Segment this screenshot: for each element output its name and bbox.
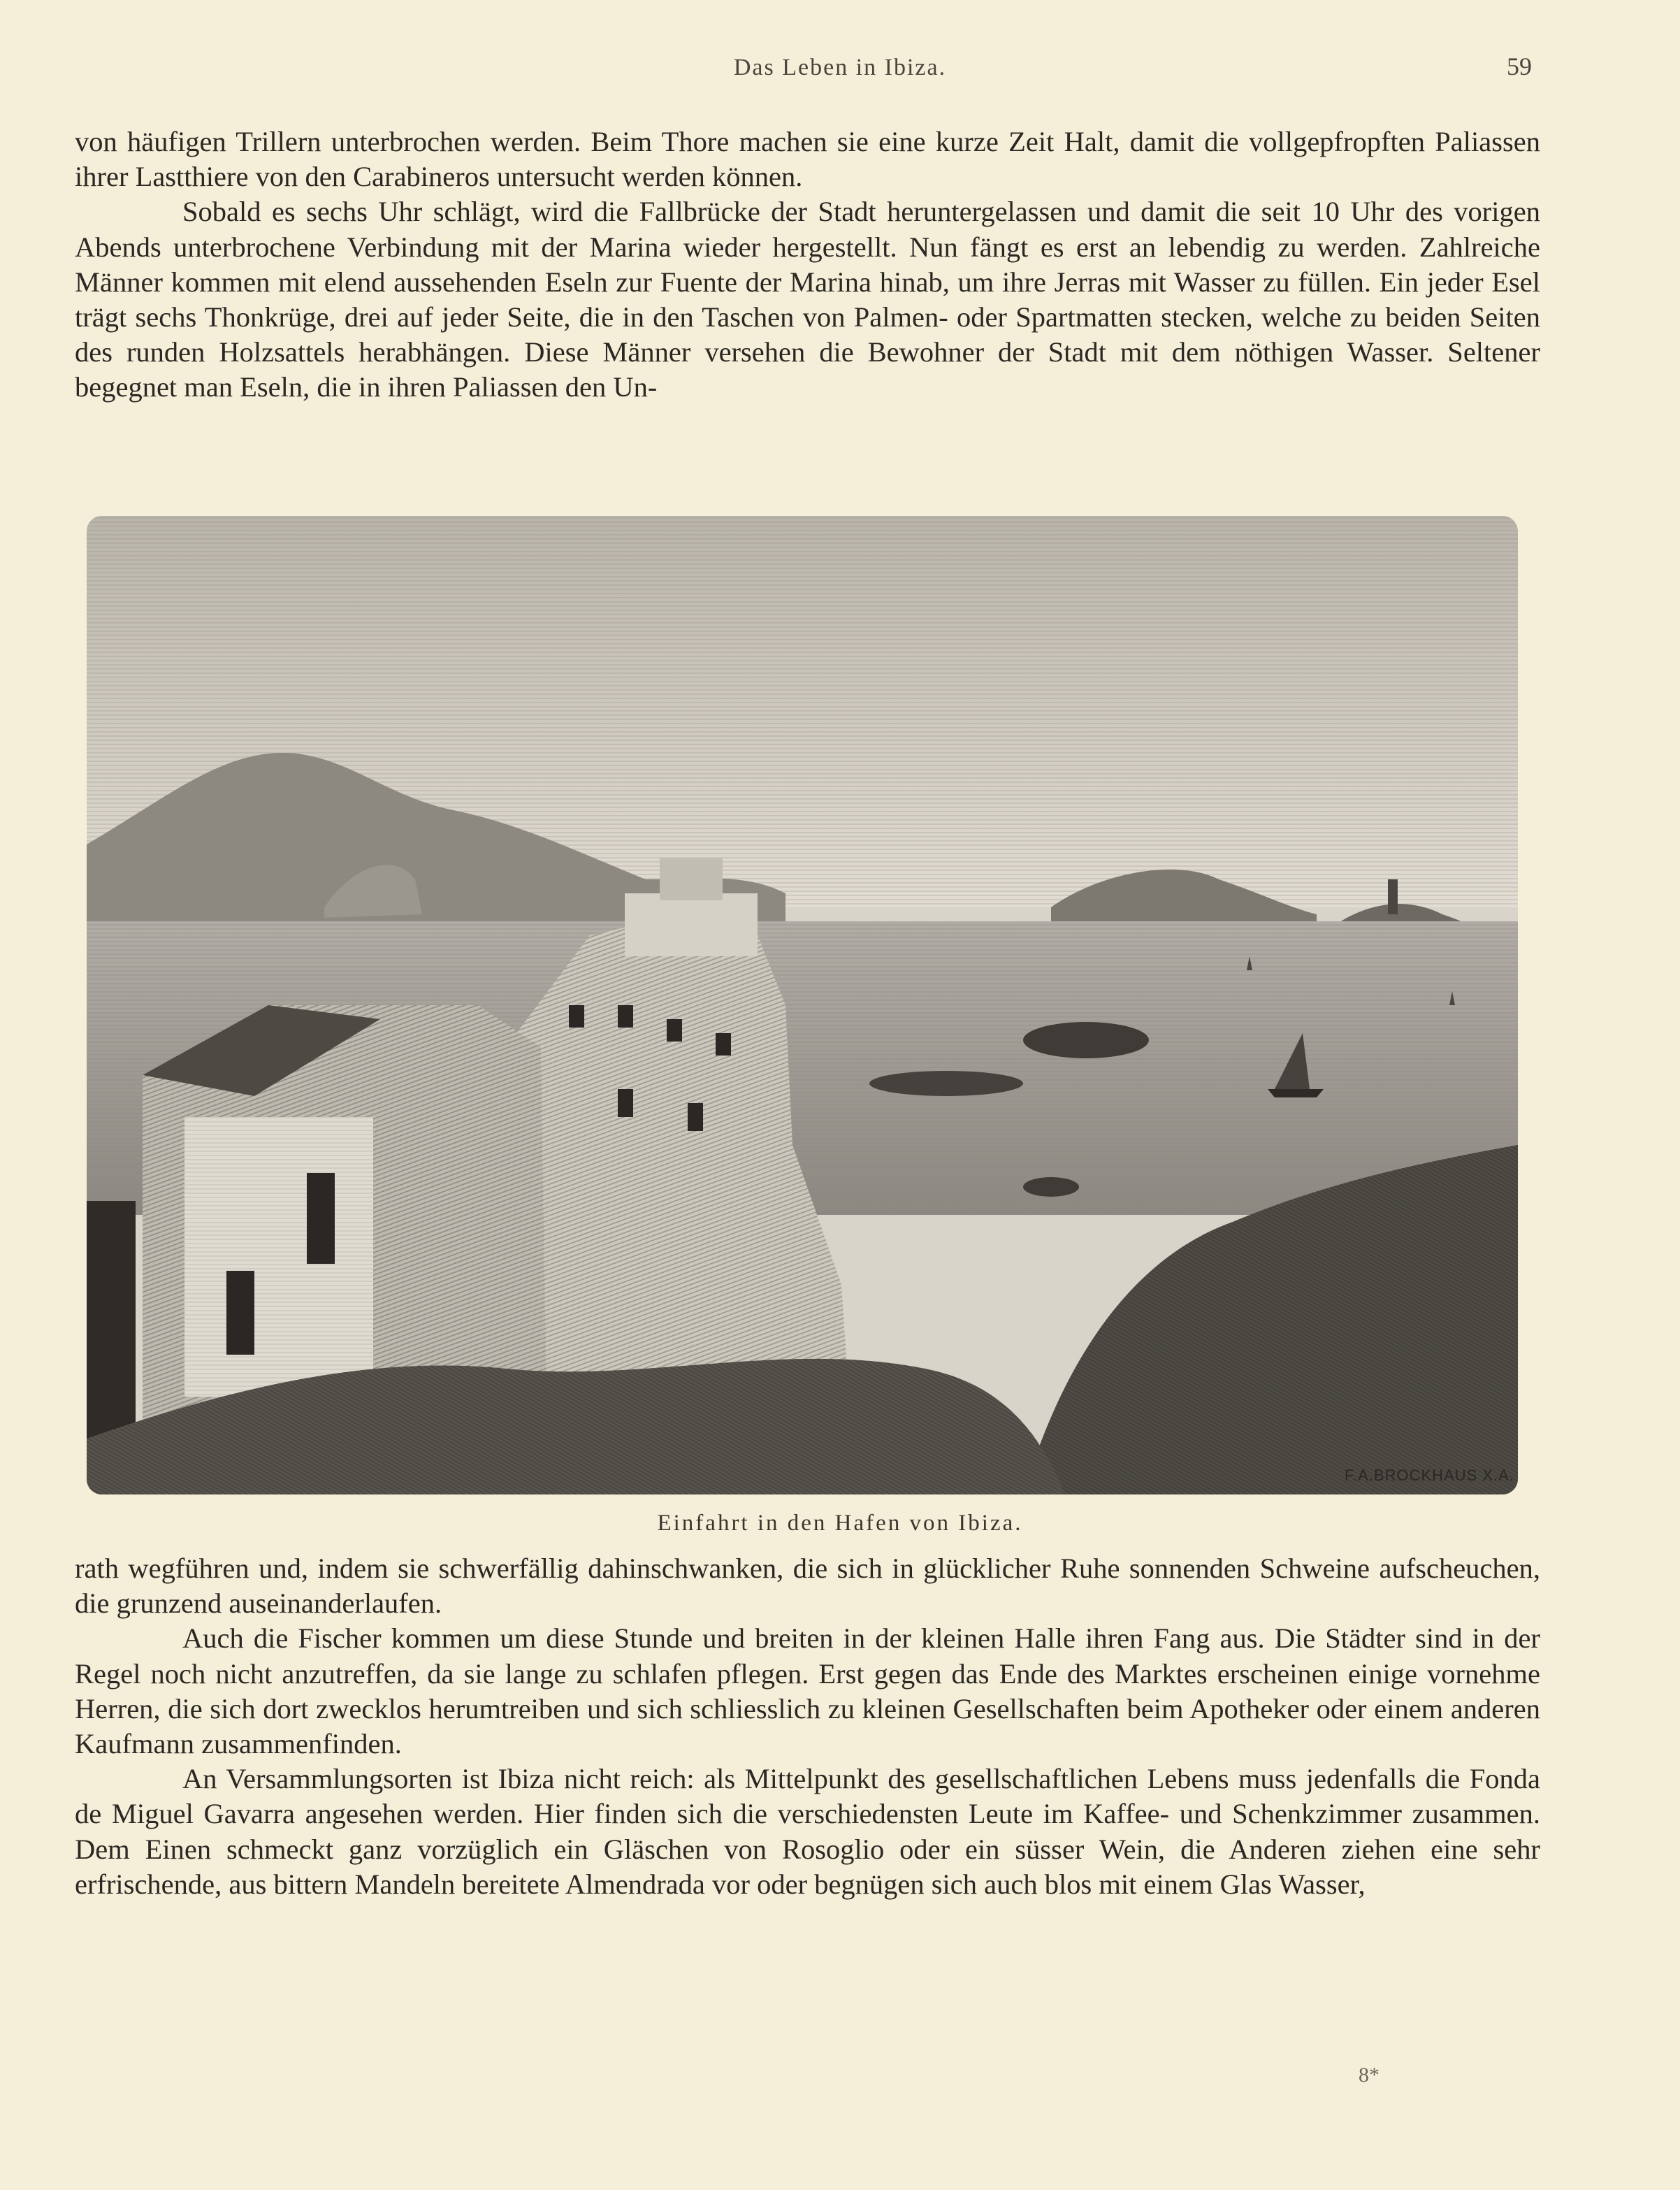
running-title: Das Leben in Ibiza.	[733, 55, 947, 80]
paragraph: von häufigen Trillern unterbrochen werden. Beim Thore machen sie eine kurze Zeit Halt, damit die vollgepfropften Paliassen ihrer Lastthiere von den Carabineros untersucht werden können.	[75, 126, 1540, 193]
engraver-mark: F.A.BROCKHAUS X.A.	[1345, 1467, 1514, 1484]
page-number: 59	[1507, 52, 1532, 80]
paragraph: Auch die Fischer kommen um diese Stunde und breiten in der kleinen Halle ihren Fang aus. Die Städter sind in der Regel noch nicht anzutreffen, da sie lange zu schlafen pflegen. Erst gegen das Ende des Marktes erscheinen einige vornehme Herren, die sich dort zwecklos herumtreiben und sich schliesslich zu kleinen Gesellschaften beim Apotheker oder einem anderen Kaufmann zusammenfinden.	[75, 1622, 1540, 1760]
body-text-top	[75, 124, 1540, 405]
engraving-illustration	[87, 516, 1518, 1494]
paragraph: An Versammlungsorten ist Ibiza nicht reich: als Mittelpunkt des gesellschaftlichen Lebens muss jedenfalls die Fonda de Miguel Gavarra angesehen werden. Hier finden sich die verschiedensten Leute im Kaffee- und Schenkzimmer zusammen. Dem Einen schmeckt ganz vorzüglich ein Gläschen von Rosoglio oder ein süsser Wein, die Anderen ziehen eine sehr erfrischende, aus bittern Mandeln bereitete Almendrada vor oder begnügen sich auch blos mit einem Glas Wasser,	[75, 1763, 1540, 1900]
signature-mark: 8*	[1359, 2063, 1380, 2087]
paragraph: Sobald es sechs Uhr schlägt, wird die Fallbrücke der Stadt heruntergelassen und damit die seit 10 Uhr des vorigen Abends unterbrochene Verbindung mit der Marina wieder hergestellt. Nun fängt es erst an lebendig zu werden. Zahlreiche Männer kommen mit elend aussehenden Eseln zur Fuente der Marina hinab, um ihre Jerras mit Wasser zu füllen. Ein jeder Esel trägt sechs Thonkrüge, drei auf jeder Seite, die in den Taschen von Palmen- oder Spartmatten stecken, welche zu beiden Seiten des runden Holzsattels herabhängen. Diese Männer versehen die Bewohner der Stadt mit dem nöthigen Wasser. Seltener begegnet man Eseln, die in ihren Paliassen den Un-	[75, 196, 1540, 403]
paragraph: rath wegführen und, indem sie schwerfällig dahinschwanken, die sich in glücklicher Ruhe sonnenden Schweine aufscheuchen, die grunzend auseinanderlaufen.	[75, 1553, 1540, 1620]
body-text-bottom	[75, 1551, 1540, 1902]
figure-caption: Einfahrt in den Hafen von Ibiza.	[657, 1511, 1023, 1536]
harbor-engraving	[87, 516, 1518, 1494]
